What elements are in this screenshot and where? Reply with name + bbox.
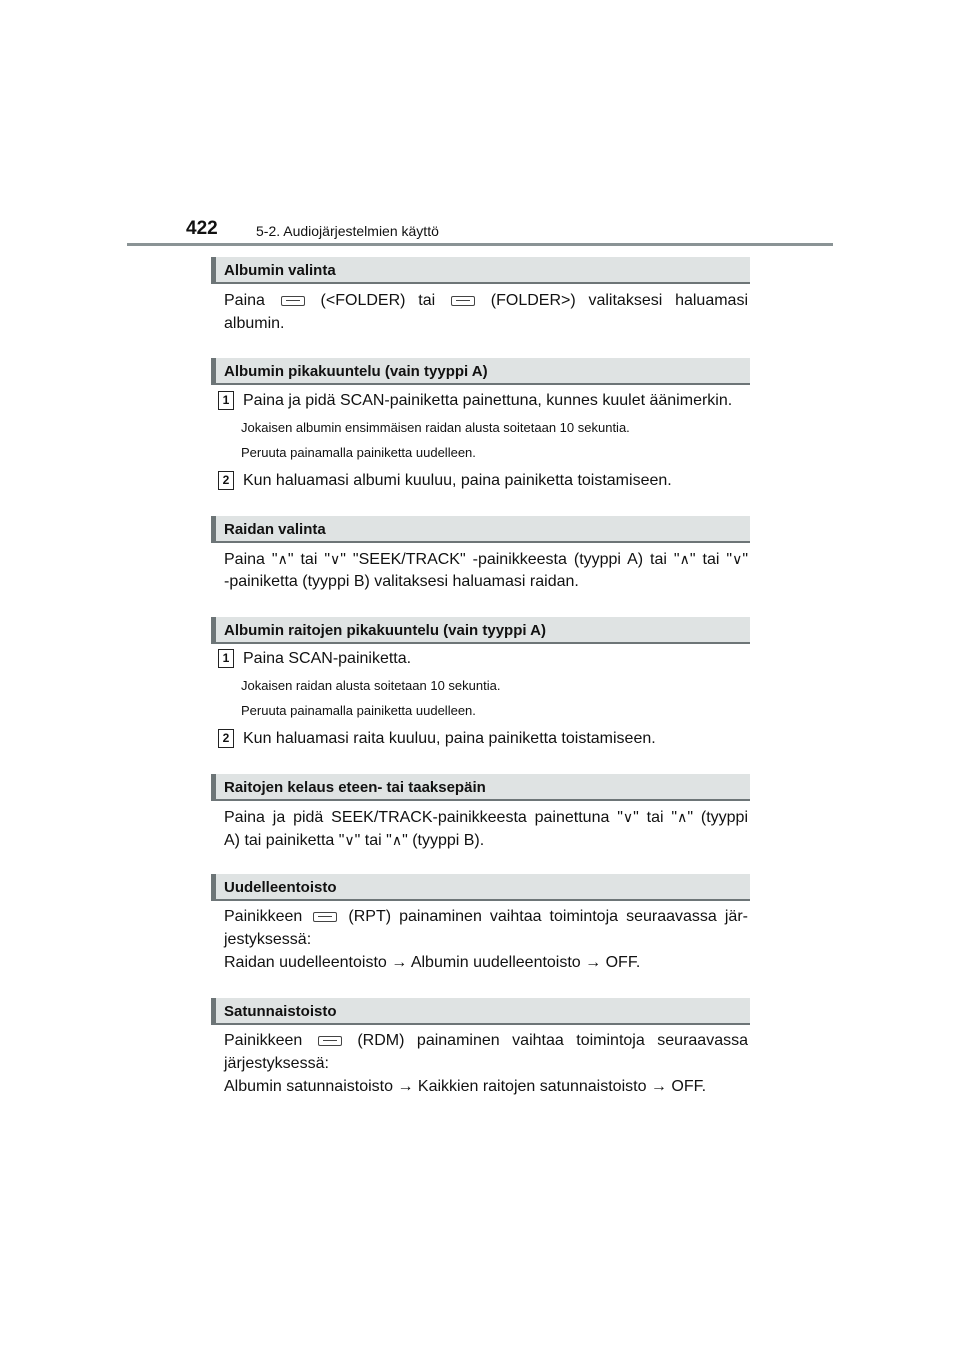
paragraph-line: järjestyksessä: xyxy=(224,1055,329,1072)
step-number: 1 xyxy=(218,391,234,410)
paragraph-line: Painikkeen (RDM) painaminen vaihtaa toimintoja seuraavassa xyxy=(224,1032,748,1049)
rdm-button-icon xyxy=(318,1036,342,1046)
step-text: Paina ja pidä SCAN-painiketta painettuna, kunnes kuulet äänimerkin. xyxy=(243,392,733,409)
section-heading-track-selection: Raidan valinta xyxy=(211,516,750,543)
folder-down-button-icon xyxy=(281,296,305,306)
header-divider xyxy=(127,243,833,246)
down-arrow-icon: ∨ xyxy=(330,551,341,567)
step-number: 2 xyxy=(218,729,234,748)
paragraph-line: Raidan uudelleentoisto → Albumin uudelleentoisto → OFF. xyxy=(224,954,641,971)
section-heading-album-scan: Albumin pikakuuntelu (vain tyyppi A) xyxy=(211,358,750,385)
paragraph-line: albumin. xyxy=(224,315,285,332)
down-arrow-icon: ∨ xyxy=(344,832,355,848)
paragraph-line: A) tai painiketta "∨" tai "∧" (tyyppi B). xyxy=(224,832,485,849)
down-arrow-icon: ∨ xyxy=(622,809,634,825)
paragraph-line: -painiketta (tyyppi B) valitaksesi haluamasi raidan. xyxy=(224,573,579,590)
down-arrow-icon: ∨ xyxy=(732,551,743,567)
arrow-right-icon: → xyxy=(650,1078,667,1095)
folder-up-button-icon xyxy=(451,296,475,306)
paragraph-line: jestyksessä: xyxy=(224,931,312,948)
section-heading-album-selection: Albumin valinta xyxy=(211,257,750,284)
note: Jokaisen albumin ensimmäisen raidan alusta soitetaan 10 sekuntia. xyxy=(241,420,630,435)
up-arrow-icon: ∧ xyxy=(679,551,690,567)
arrow-right-icon: → xyxy=(585,954,602,971)
step-text: Kun haluamasi albumi kuuluu, paina painiketta toistamiseen. xyxy=(243,472,672,489)
paragraph-line: Paina ja pidä SEEK/TRACK-painikkeesta painettuna "∨" tai "∧" (tyyppi xyxy=(224,809,748,826)
arrow-right-icon: → xyxy=(391,954,408,971)
arrow-right-icon: → xyxy=(397,1078,414,1095)
rpt-button-icon xyxy=(313,912,337,922)
note: Jokaisen raidan alusta soitetaan 10 sekuntia. xyxy=(241,678,501,693)
section-heading-track-scan: Albumin raitojen pikakuuntelu (vain tyyppi A) xyxy=(211,617,750,644)
paragraph-line: Paina "∧" tai "∨" "SEEK/TRACK" -painikkeesta (tyyppi A) tai "∧" tai "∨" xyxy=(224,551,748,568)
paragraph-line: Paina (<FOLDER) tai (FOLDER>) valitaksesi haluamasi xyxy=(224,292,749,309)
up-arrow-icon: ∧ xyxy=(277,551,288,567)
up-arrow-icon: ∧ xyxy=(391,832,403,848)
step-number: 1 xyxy=(218,649,234,668)
up-arrow-icon: ∧ xyxy=(677,809,688,825)
chapter-title: 5-2. Audiojärjestelmien käyttö xyxy=(256,223,439,239)
page-number: 422 xyxy=(186,218,218,239)
paragraph-line: Albumin satunnaistoisto → Kaikkien raitojen satunnaistoisto → OFF. xyxy=(224,1078,707,1095)
step-text: Kun haluamasi raita kuuluu, paina painiketta toistamiseen. xyxy=(243,730,656,747)
paragraph-line: Painikkeen (RPT) painaminen vaihtaa toimintoja seuraavassa jär- xyxy=(224,908,748,925)
section-heading-fast-forward: Raitojen kelaus eteen- tai taaksepäin xyxy=(211,774,750,801)
section-heading-random: Satunnaistoisto xyxy=(211,998,750,1025)
section-heading-repeat: Uudelleentoisto xyxy=(211,874,750,901)
step-text: Paina SCAN-painiketta. xyxy=(243,650,412,667)
note: Peruuta painamalla painiketta uudelleen. xyxy=(241,703,476,718)
step-number: 2 xyxy=(218,471,234,490)
note: Peruuta painamalla painiketta uudelleen. xyxy=(241,445,476,460)
